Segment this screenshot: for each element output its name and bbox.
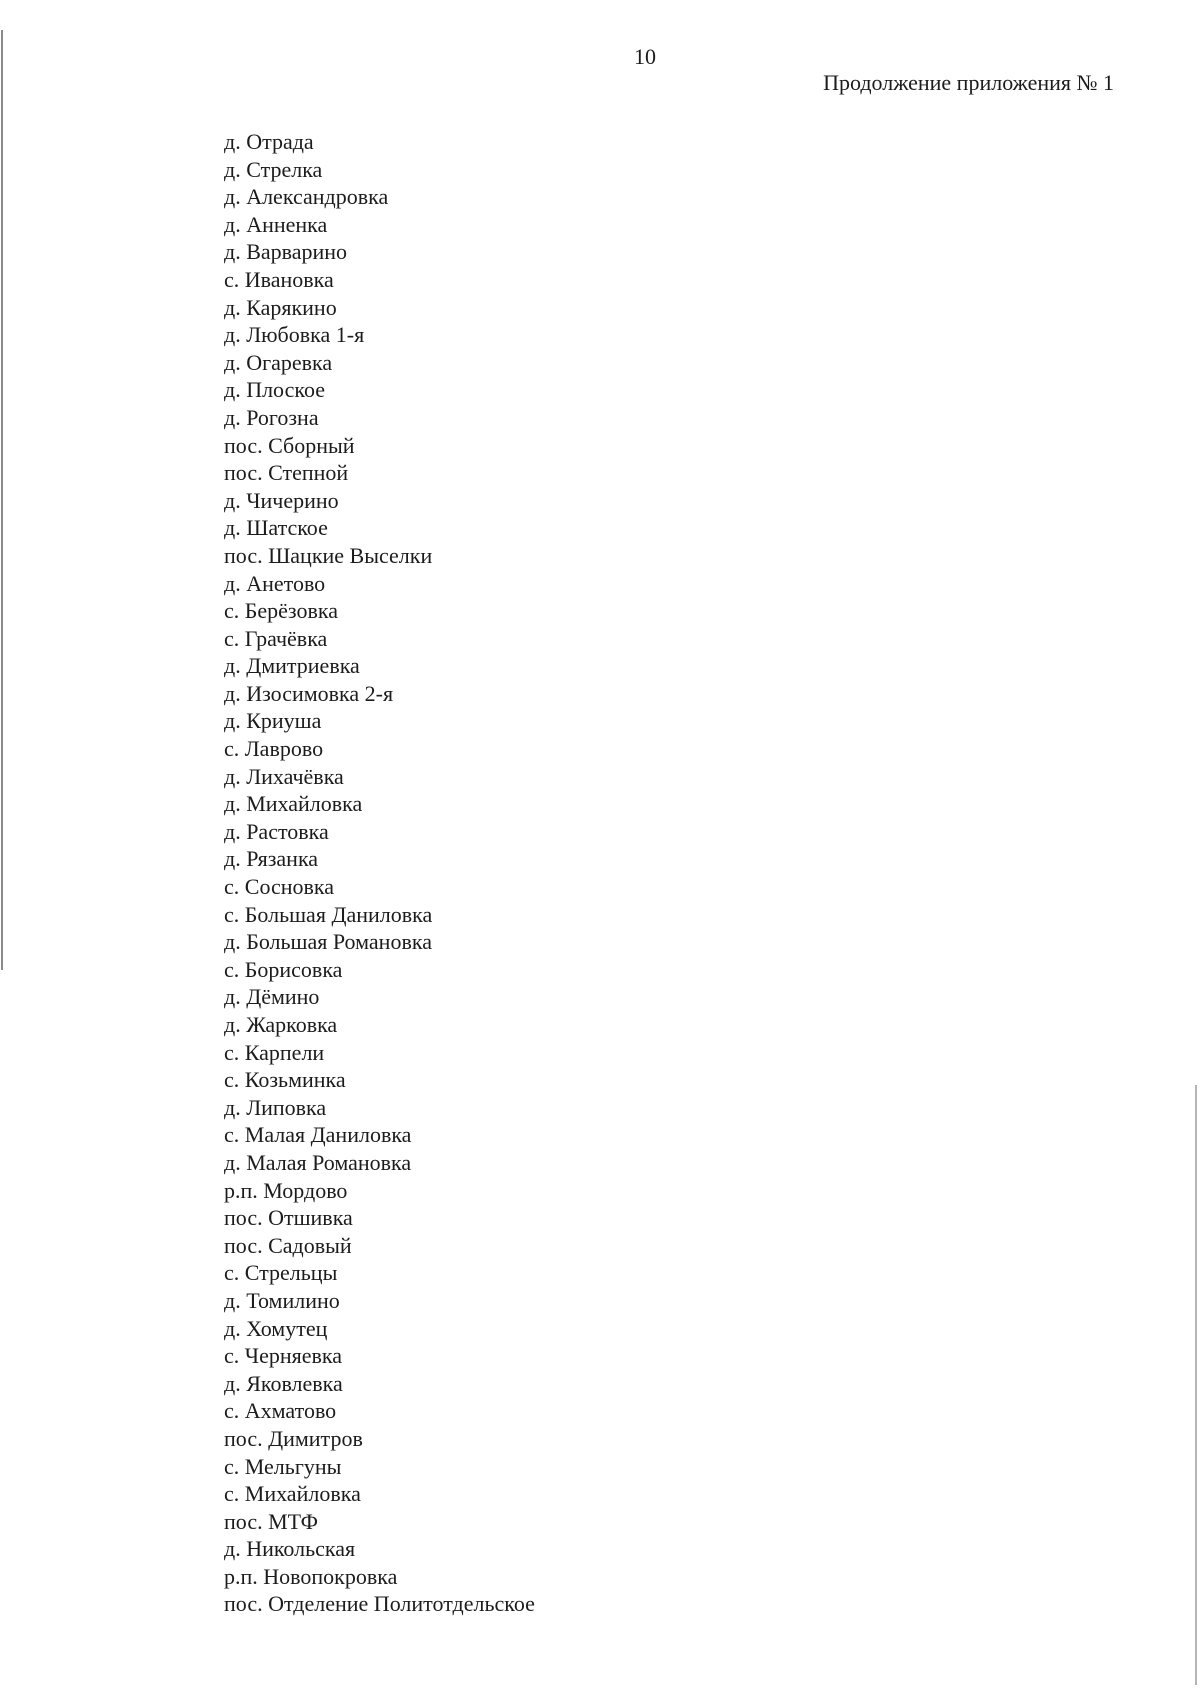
settlement-list bbox=[224, 128, 535, 1618]
settlement-item: д. Яковлевка bbox=[224, 1370, 343, 1396]
settlement-item: д. Изосимовка 2-я bbox=[224, 680, 394, 706]
settlement-item: д. Варварино bbox=[224, 239, 348, 265]
settlement-item: с. Берёзовка bbox=[224, 598, 338, 624]
settlement-item: с. Козьминка bbox=[224, 1067, 346, 1093]
settlement-item: д. Анненка bbox=[224, 211, 328, 237]
settlement-item: пос. Отшивка bbox=[224, 1205, 353, 1231]
settlement-item: пос. Сборный bbox=[224, 432, 355, 458]
settlement-item: д. Лихачёвка bbox=[224, 763, 344, 789]
settlement-item: д. Шатское bbox=[224, 515, 328, 541]
settlement-item: д. Плоское bbox=[224, 377, 325, 403]
settlement-item: с. Малая Даниловка bbox=[224, 1122, 412, 1148]
settlement-item: с. Стрельцы bbox=[224, 1260, 338, 1286]
settlement-item: пос. Садовый bbox=[224, 1232, 352, 1258]
settlement-item: пос. Димитров bbox=[224, 1425, 363, 1451]
settlement-item: с. Борисовка bbox=[224, 956, 343, 982]
settlement-item: пос. МТФ bbox=[224, 1508, 318, 1534]
settlement-item: д. Александровка bbox=[224, 184, 389, 210]
settlement-item: р.п. Мордово bbox=[224, 1177, 348, 1203]
page-number: 10 bbox=[634, 44, 656, 69]
settlement-item: с. Карпели bbox=[224, 1039, 325, 1065]
settlement-item: пос. Шацкие Выселки bbox=[224, 542, 433, 568]
settlement-item: д. Михайловка bbox=[224, 791, 363, 817]
settlement-item: д. Дмитриевка bbox=[224, 653, 360, 679]
settlement-item: пос. Отделение Политотдельское bbox=[224, 1591, 535, 1617]
scan-left-edge bbox=[1, 30, 3, 970]
settlement-item: д. Отрада bbox=[224, 129, 314, 154]
settlement-item: с. Мельгуны bbox=[224, 1453, 342, 1479]
scan-right-edge bbox=[1195, 1085, 1197, 1685]
settlement-item: д. Карякино bbox=[224, 294, 337, 320]
settlement-item: д. Растовка bbox=[224, 818, 329, 844]
settlement-item: с. Ивановка bbox=[224, 266, 334, 292]
settlement-item: д. Стрелка bbox=[224, 156, 323, 182]
settlement-item: д. Огаревка bbox=[224, 349, 333, 375]
settlement-item: д. Дёмино bbox=[224, 984, 320, 1010]
settlement-item: д. Хомутец bbox=[224, 1315, 328, 1341]
settlement-item: с. Михайловка bbox=[224, 1481, 361, 1507]
settlement-item: с. Грачёвка bbox=[224, 625, 328, 651]
settlement-item: д. Малая Романовка bbox=[224, 1149, 412, 1175]
settlement-item: д. Любовка 1-я bbox=[224, 322, 365, 348]
settlement-item: с. Сосновка bbox=[224, 874, 335, 900]
settlement-item: д. Томилино bbox=[224, 1287, 340, 1313]
settlement-item: д. Жарковка bbox=[224, 1012, 338, 1037]
settlement-item: с. Большая Даниловка bbox=[224, 901, 433, 927]
settlement-item: с. Ахматово bbox=[224, 1398, 337, 1424]
settlement-item: пос. Степной bbox=[224, 460, 349, 486]
settlement-item: д. Анетово bbox=[224, 570, 326, 596]
settlement-item: д. Рогозна bbox=[224, 404, 319, 430]
settlement-item: д. Рязанка bbox=[224, 846, 319, 872]
settlement-item: д. Липовка bbox=[224, 1094, 327, 1120]
settlement-item: д. Большая Романовка bbox=[224, 929, 432, 955]
settlement-item: д. Чичерино bbox=[224, 487, 339, 513]
settlement-item: с. Лаврово bbox=[224, 736, 324, 762]
settlement-item: с. Черняевка bbox=[224, 1343, 342, 1369]
settlement-item: д. Криуша bbox=[224, 708, 322, 734]
settlement-item: р.п. Новопокровка bbox=[224, 1563, 398, 1589]
continuation-note: Продолжение приложения № 1 bbox=[823, 70, 1114, 95]
settlement-item: д. Никольская bbox=[224, 1536, 356, 1562]
